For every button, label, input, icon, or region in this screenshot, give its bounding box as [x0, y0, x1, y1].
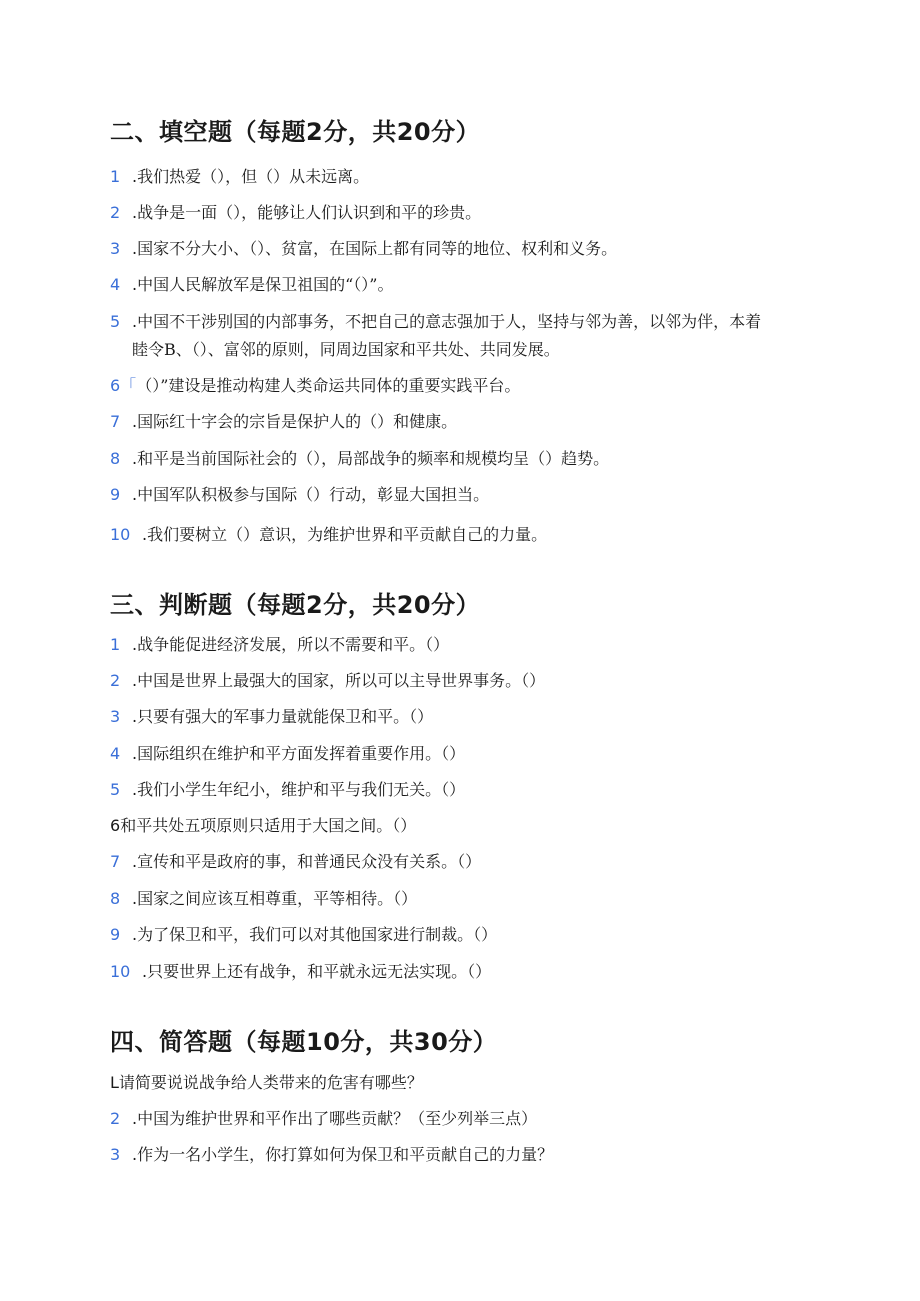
- judge-question-1: [110, 628, 449, 662]
- short-answer-question-3: [110, 1138, 553, 1172]
- question-text: .只要有强大的军事力量就能保卫和平。（）: [132, 707, 434, 726]
- section2-title: 二、填空题（每题2分，共20分）: [110, 118, 481, 146]
- question-text: .战争能促进经济发展，所以不需要和平。（）: [132, 635, 450, 654]
- question-number: 7: [110, 412, 121, 431]
- fill-question-8: [110, 442, 609, 476]
- question-text: .国家之间应该互相尊重，平等相待。（）: [132, 889, 418, 908]
- question-text: .作为一名小学生，你打算如何为保卫和平贡献自己的力量？: [132, 1145, 554, 1164]
- question-number: 9: [110, 925, 121, 944]
- question-number: 10: [110, 962, 131, 981]
- question-number: 8: [110, 889, 121, 908]
- question-number: 3: [110, 707, 121, 726]
- judge-question-10: [110, 955, 491, 989]
- question-text: .中国为维护世界和平作出了哪些贡献？（至少列举三点）: [132, 1109, 538, 1128]
- short-answer-question-2: [110, 1102, 537, 1136]
- judge-question-3: [110, 700, 433, 734]
- question-number: L: [110, 1073, 119, 1092]
- question-text: .我们小学生年纪小，维护和平与我们无关。（）: [132, 780, 466, 799]
- question-number: 7: [110, 852, 121, 871]
- question-text: .宣传和平是政府的事，和普通民众没有关系。（）: [132, 852, 482, 871]
- section4-title: 四、简答题（每题10分，共30分）: [110, 1028, 498, 1056]
- question-text: .国际红十字会的宗旨是保护人的（）和健康。: [132, 412, 458, 431]
- judge-question-2: [110, 664, 545, 698]
- question-number: 8: [110, 449, 121, 468]
- fill-question-6: [110, 369, 520, 403]
- question-text: .中国不干涉别国的内部事务，不把自己的意志强加于人，坚持与邻为善，以邻为伴，本着: [132, 312, 762, 331]
- question-text: .只要世界上还有战争，和平就永远无法实现。（）: [142, 962, 492, 981]
- fill-question-9: [110, 478, 489, 512]
- question-number: 4: [110, 275, 121, 294]
- question-number: 2: [110, 671, 121, 690]
- judge-question-5: [110, 773, 465, 807]
- question-number: 5: [110, 312, 121, 331]
- question-number: 5: [110, 780, 121, 799]
- question-text: .国际组织在维护和平方面发挥着重要作用。（）: [132, 744, 466, 763]
- judge-question-7: [110, 845, 481, 879]
- question-number: 6「: [110, 376, 137, 395]
- question-text: .战争是一面（），能够让人们认识到和平的珍贵。: [132, 203, 482, 222]
- question-number: 3: [110, 239, 121, 258]
- judge-question-6: [110, 809, 416, 843]
- judge-question-4: [110, 737, 465, 771]
- question-text: .国家不分大小、（）、贫富，在国际上都有同等的地位、权利和义务。: [132, 239, 618, 258]
- judge-question-9: [110, 918, 497, 952]
- question-text: （）”建设是推动构建人类命运共同体的重要实践平台。: [136, 376, 521, 395]
- question-text: .中国军队积极参与国际（）行动，彰显大国担当。: [132, 485, 490, 504]
- fill-question-5-continued: 睦令B、（）、富邻的原则，同周边国家和平共处、共同发展。: [132, 340, 560, 359]
- question-text: 和平共处五项原则只适用于大国之间。（）: [120, 816, 417, 835]
- question-number: 4: [110, 744, 121, 763]
- question-text: .中国是世界上最强大的国家，所以可以主导世界事务。（）: [132, 671, 546, 690]
- fill-question-2: [110, 196, 481, 230]
- question-number: 6: [110, 816, 121, 835]
- question-number: 10: [110, 525, 131, 544]
- question-text: .我们热爱（），但（）从未远离。: [132, 167, 370, 186]
- judge-question-8: [110, 882, 417, 916]
- question-number: 3: [110, 1145, 121, 1164]
- fill-question-10: [110, 518, 547, 552]
- question-number: 2: [110, 203, 121, 222]
- section3-title: 三、判断题（每题2分，共20分）: [110, 591, 481, 619]
- question-text: .我们要树立（）意识，为维护世界和平贡献自己的力量。: [142, 525, 548, 544]
- question-text: .为了保卫和平，我们可以对其他国家进行制裁。（）: [132, 925, 498, 944]
- question-number: 1: [110, 167, 121, 186]
- fill-question-7: [110, 405, 457, 439]
- question-number: 2: [110, 1109, 121, 1128]
- question-text: 请简要说说战争给人类带来的危害有哪些？: [118, 1073, 423, 1092]
- question-number: 9: [110, 485, 121, 504]
- short-answer-question-1: [110, 1066, 423, 1100]
- question-number: 1: [110, 635, 121, 654]
- fill-question-1: [110, 160, 369, 194]
- fill-question-4: [110, 268, 393, 302]
- question-text: .和平是当前国际社会的（），局部战争的频率和规模均呈（）趋势。: [132, 449, 610, 468]
- question-text: .中国人民解放军是保卫祖国的“（）”。: [132, 275, 394, 294]
- fill-question-3: [110, 232, 617, 266]
